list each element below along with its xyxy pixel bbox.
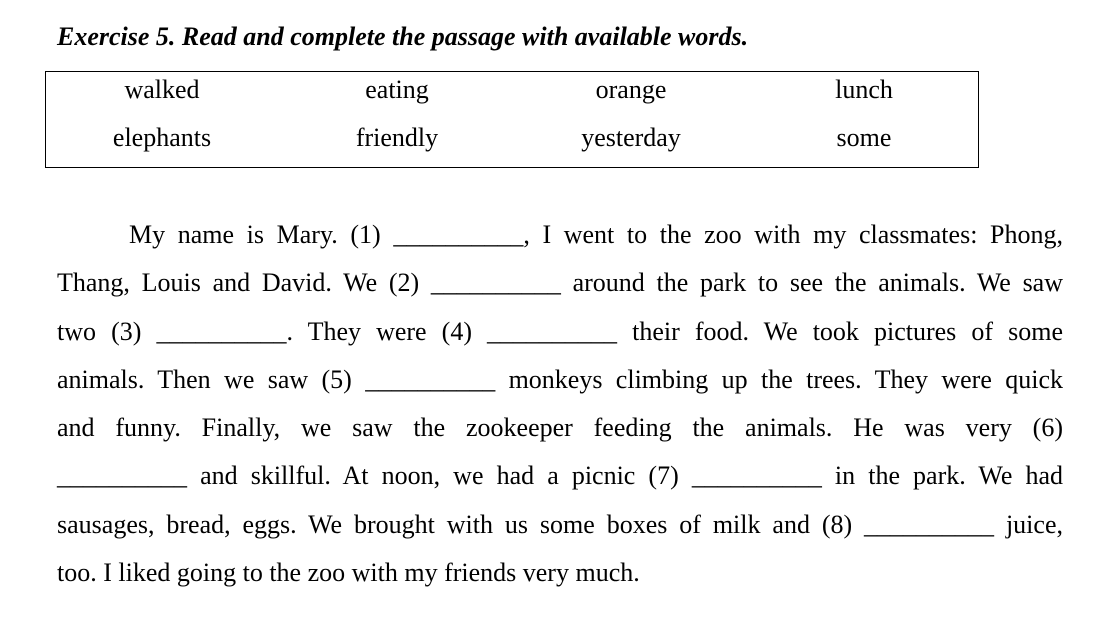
- passage-line: too. I liked going to the zoo with my friends very much.: [57, 558, 640, 588]
- word-bank-box: [45, 71, 979, 168]
- word-bank-item: walked: [124, 75, 200, 104]
- passage-line: __________ and skillful. At noon, we had a picnic (7) __________ in the park. We had: [57, 461, 1063, 491]
- word-bank-item: eating: [365, 75, 429, 104]
- passage-line: two (3) __________. They were (4) __________ their food. We took pictures of some: [57, 316, 1063, 346]
- passage: [57, 211, 1063, 597]
- word-bank-item: yesterday: [581, 123, 681, 152]
- passage-line: Thang, Louis and David. We (2) __________ around the park to see the animals. We saw: [57, 268, 1063, 298]
- passage-line: sausages, bread, eggs. We brought with us some boxes of milk and (8) __________ juice,: [57, 509, 1063, 539]
- word-bank-item: lunch: [835, 75, 893, 104]
- passage-line: My name is Mary. (1) __________, I went to the zoo with my classmates: Phong,: [129, 220, 1063, 249]
- word-bank-row: [46, 74, 978, 106]
- word-bank-item: some: [836, 123, 892, 152]
- passage-line: and funny. Finally, we saw the zookeeper feeding the animals. He was very (6): [57, 413, 1063, 443]
- passage-line: animals. Then we saw (5) __________ monkeys climbing up the trees. They were quick: [57, 364, 1063, 394]
- word-bank-row: [46, 122, 978, 154]
- word-bank-item: friendly: [355, 123, 439, 152]
- word-bank-item: orange: [595, 75, 667, 104]
- word-bank-item: elephants: [112, 123, 212, 152]
- exercise-title: Exercise 5. Read and complete the passage with available words.: [57, 22, 749, 51]
